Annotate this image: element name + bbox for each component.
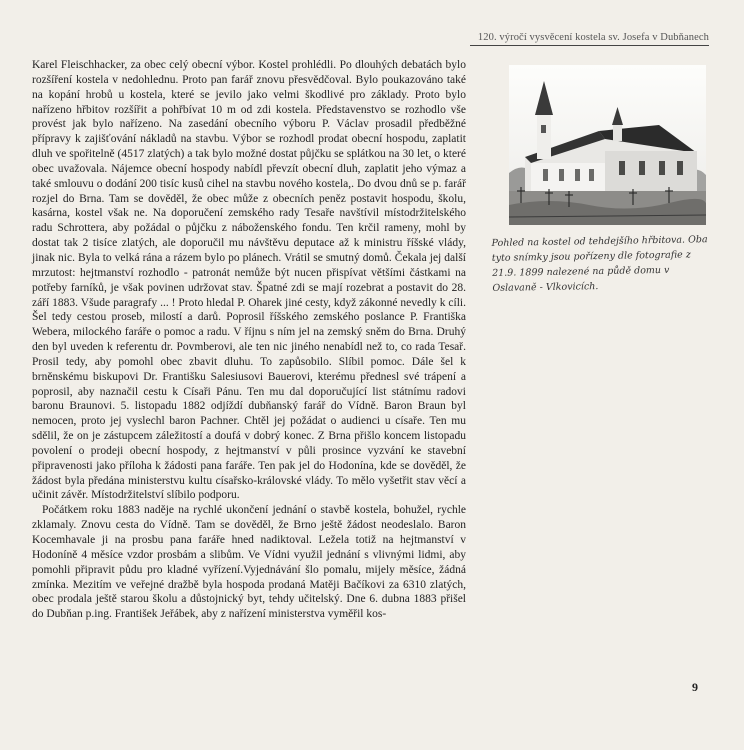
page-number: 9	[692, 680, 698, 694]
church-photo	[509, 65, 706, 225]
header-rule	[470, 45, 709, 46]
church-photo-image	[509, 65, 706, 225]
photo-caption: Pohled na kostel od tehdejšího hřbitova. Oba tyto snímky jsou pořízeny dle fotografie z 21.9. 1899 nalezené na půdě domu v Oslavaně - Vlkovicích.	[491, 234, 708, 294]
body-text	[32, 58, 466, 622]
paragraph: Karel Fleischhacker, za obec celý obecní výbor. Kostel prohlédli. Po dlouhých debatách bylo rozšíření kostela v nedohlednu. Proto pan farář znovu přesvědčoval. Bylo poukazováno také na kopání hrobů u kostela, které se jevilo jako velmi škodlivé pro základy. Proto bylo nařízeno hřbitov rozšířit a pohřbívat 10 m od zdi kostela. Představenstvo se rozhodlo vše provést jak bylo nařízeno. Na zasedání obecního výboru P. Václav prosadil předběžné přípravy k zajišťování nákladů na stavbu. Výbor se rozhodl prodat obecní hospodu, zaplatit dluh ve spořitelně (4517 zlatých) a tak bylo možné dostat půjčku se splátkou na 30 let, o které obec uvažovala. Nájemce obecní hospody nabídl převzít obecní dluh, zaplatit jeho výmaz a také smlouvu o dodání 200 tisíc kusů cihel na stavbu nového kostela,. Do dvou dnů se p. farář rozjel do Brna. Tam se dověděl, že obec může z obecních peněz postavit hospodu, školu, kasárna, kostel však ne. Na doporučení zemského rady Tesaře navštívil místodržitelského radu Schrottera, aby požádal o půjčku z náboženského fondu. Ten krčil rameny, mohl by dostat tak 2 tisíce zlatých, ale doporučil mu návštěvu deputace až k ministru říšské vlády, jinak nic. Byla to velká rána a rázem bylo po plánech. Vrátil se smutný domů. Čekala jej další mrzutost: hejtmanství rozhodlo - patronát nemůže být nucen přispívat většími částkami na potřeby farníků, je však povinen udržovat stav. Špatné zdi se mají rozebrat a postavit do 28. září 1883. Všude paragrafy ... ! Proto hledal P. Oharek jiné cesty, když zákonné nevedly k cíli. Šel tedy cestou proseb, milostí a darů. Poprosil říšského zemského poslance P. Františka Webera, milockého faráře o pomoc a radu. V říjnu s ním jel na zemský sněm do Brna. Druhý den byl uveden k referentu dr. Povmberovi, ale ten nic jiného nenabídl než to, co rada Tesař. Prosil tedy, aby pomohl obec zbavit dluhu. To zapůsobilo. Slíbil pomoc. Dále šel k brněnskému biskupovi Dr. Františku Salesiusovi Bauerovi, kterému přednesl své trápení a poprosil, aby naznačil cestu k Císaři Pánu. Ten mu dal doporučující list státnímu radovi baronu Braunovi. 5. listopadu 1882 odjíždí dubňanský farář do Vídně. Baron Braun byl nemocen, proto jej vyslechl baron Pachner. Chtěl jej požádat o audienci u císaře. Ten mu sdělil, že on je zástupcem záležitostí a doufá v dobrý konec. Z Brna přišlo koncem listopadu povolení o prodeji obecní hospody, z hejtmanství v půli prosince vyzvání ke stavební připravenosti jako příloha k žádosti pana faráře. Ten pak jel do Hodonína, kde se dověděl, že žádost byla předána ministerstvu kultu císařsko-královské vlády. To mělo vyšetřit stav věcí a učinit závěr. Místodržitelství slíbilo podporu.	[32, 59, 466, 502]
paragraph: Počátkem roku 1883 naděje na rychlé ukončení jednání o stavbě kostela, bohužel, rychle zklamaly. Znovu cesta do Vídně. Tam se dověděl, že Brno ještě žádost neodeslalo. Baron Kocemhavale ji na prosbu pana faráře hned nadiktoval. Ležela totiž na hejtmanství v Hodoníně 4 měsíce vzdor prosbám a slibům. Ve Vídni využil jednání s vlivnými lidmi, aby pomohli připravit půdu pro kladné vyřízení.Vyjednávání šlo pomalu, mijely měsíce, žádná zmínka. Mezitím ve veřejné dražbě byla hospoda prodaná Matěji Bačíkovi za 6310 zlatých, obec prodala ještě starou školu a důstojnický byt, tehdy učitelský. Dne 6. dubna 1883 přišel do Dubňan p.ing. František Jeřábek, aby z nařízení ministerstva vyměřil kos-	[32, 504, 466, 621]
running-header: 120. výročí vysvěcení kostela sv. Josefa v Dubňanech	[477, 32, 709, 43]
